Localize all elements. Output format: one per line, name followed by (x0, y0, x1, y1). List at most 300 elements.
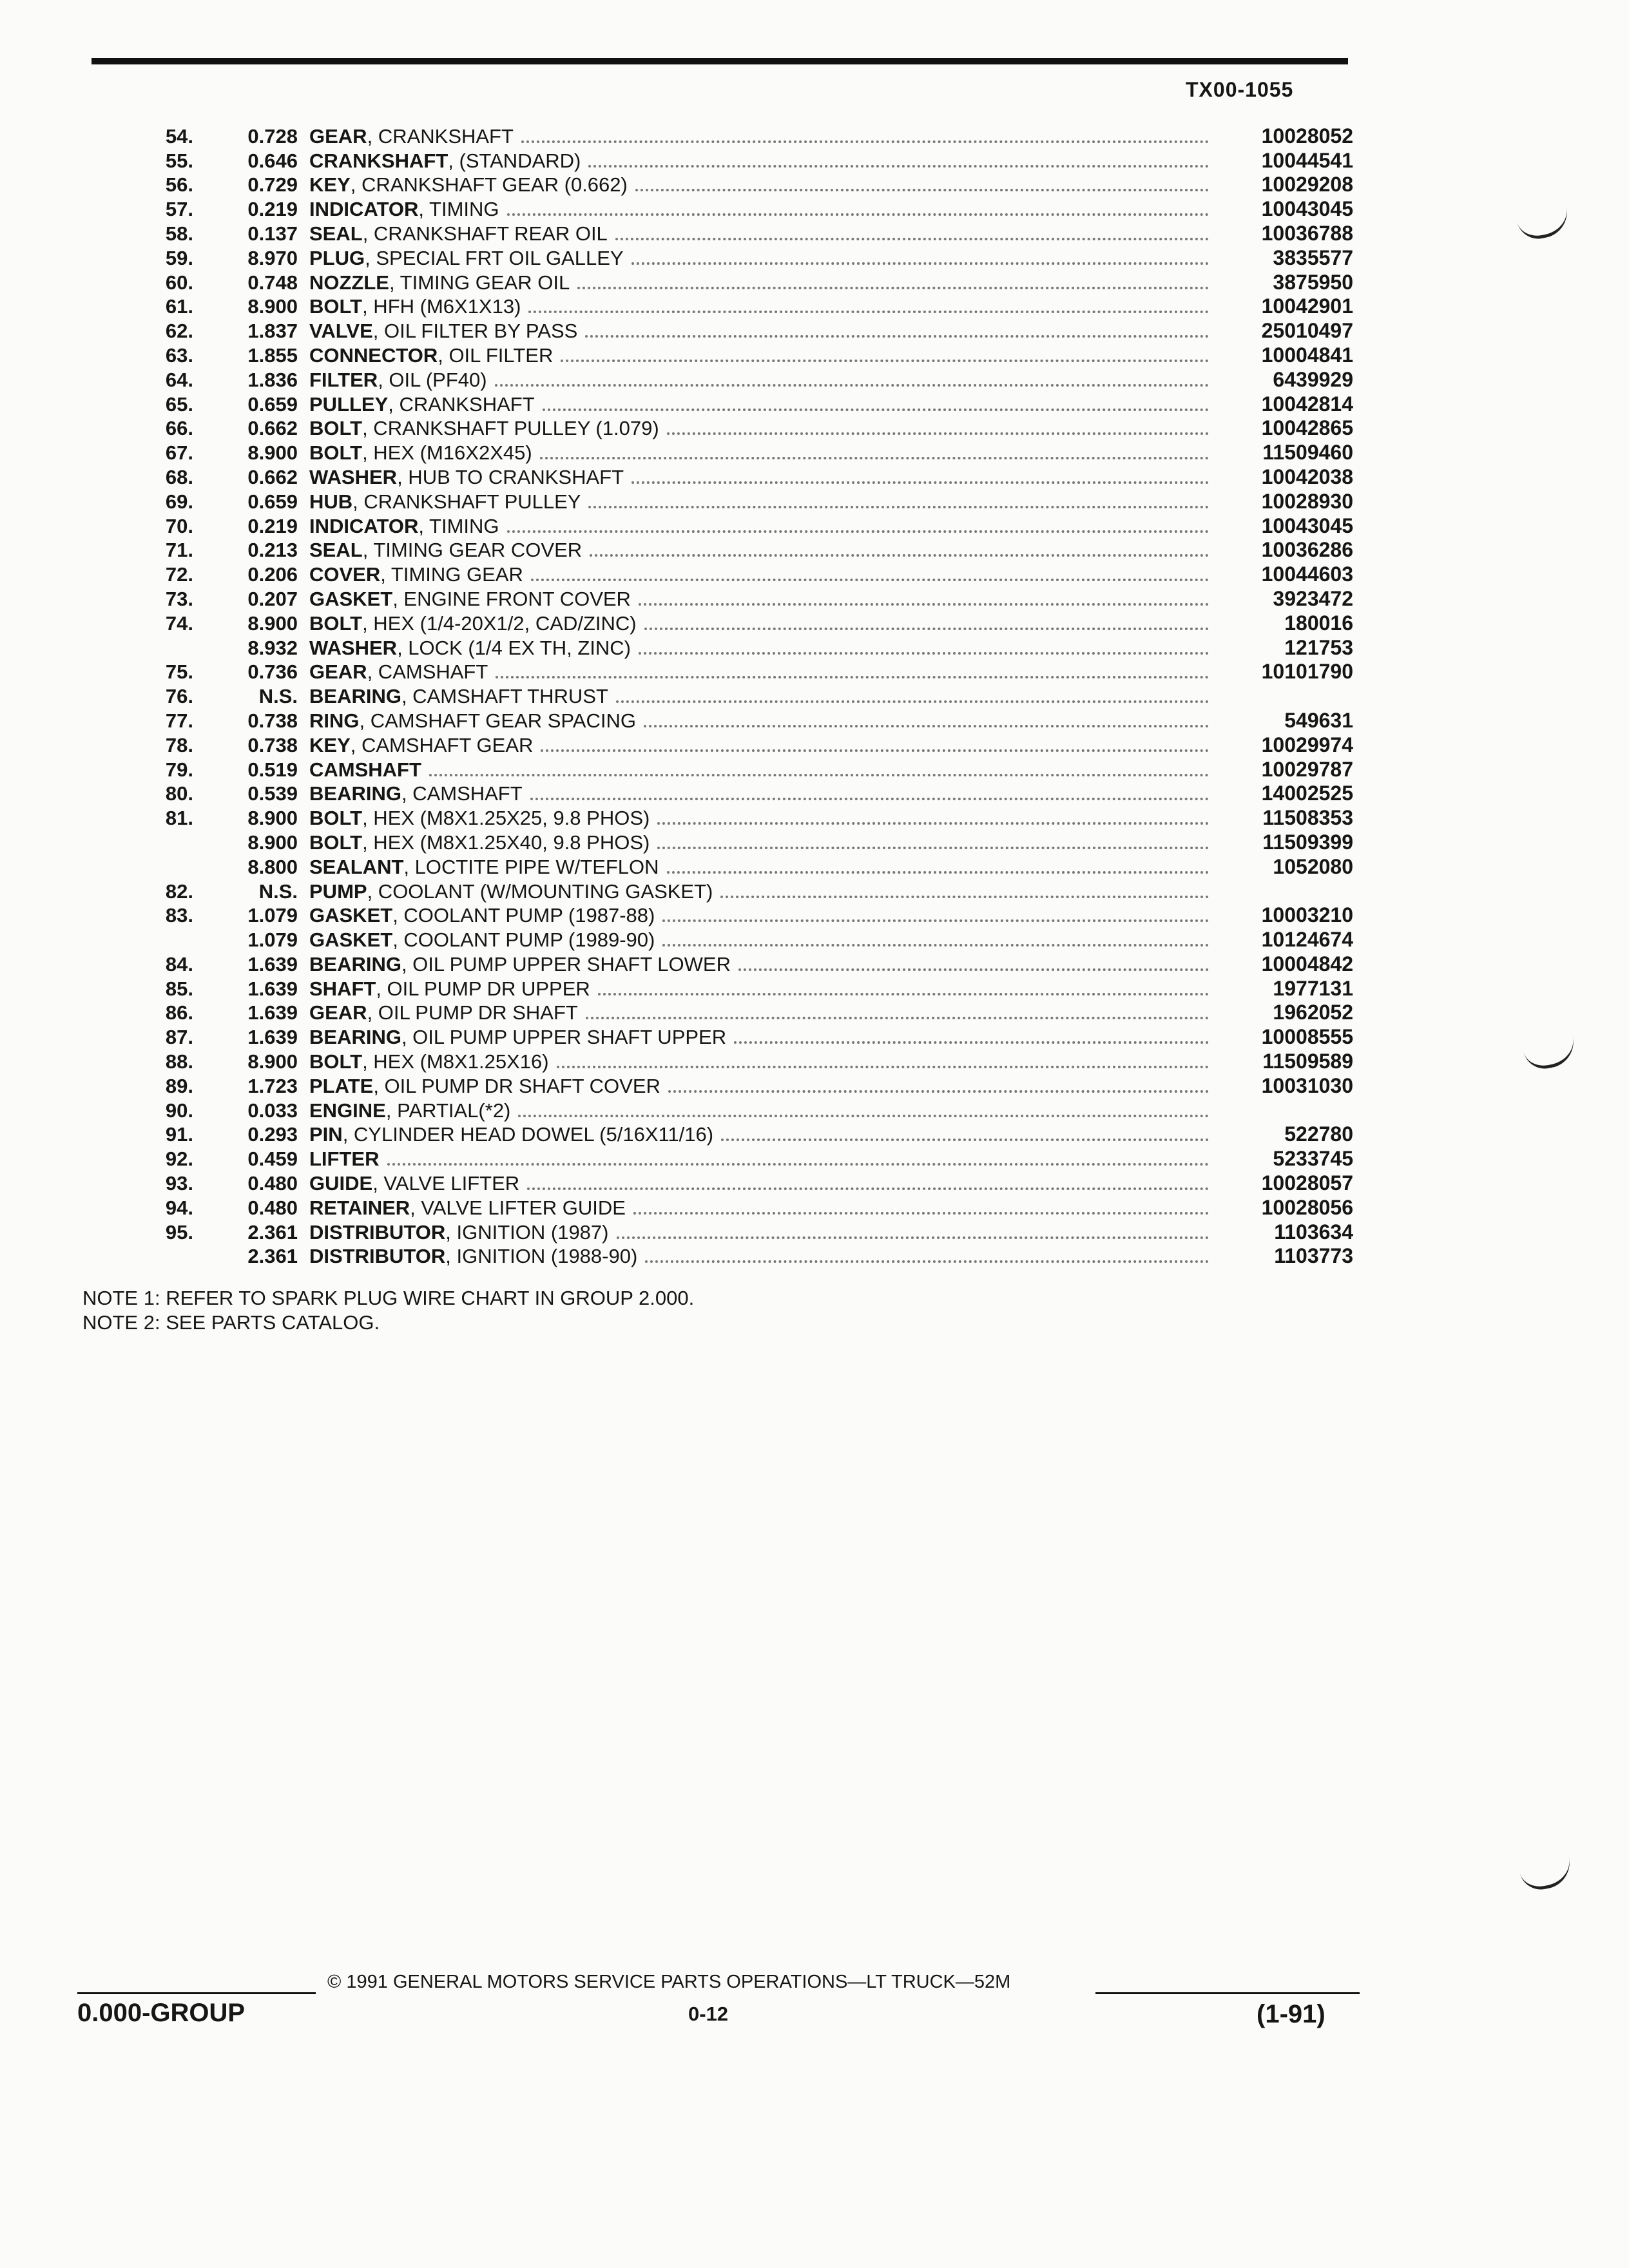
footer-rule-left (77, 1992, 316, 1994)
part-name: BOLT (309, 807, 363, 830)
group-number: 8.800 (247, 855, 298, 878)
binder-hole-mark (1519, 1857, 1575, 1894)
ref-number: 95. (165, 1220, 193, 1244)
part-row (142, 1122, 1353, 1147)
group-number: 0.137 (247, 222, 298, 245)
part-row (142, 684, 1353, 708)
dot-leader (561, 359, 1209, 362)
group-number: 0.659 (247, 392, 298, 416)
dot-leader (521, 140, 1209, 143)
part-description: , COOLANT (W/MOUNTING GASKET) (367, 879, 713, 903)
part-name: SHAFT (309, 977, 376, 1000)
ref-number: 69. (165, 490, 193, 513)
part-name: NOZZLE (309, 271, 389, 294)
part-name: RING (309, 709, 360, 732)
dot-leader (657, 846, 1209, 849)
part-name: BOLT (309, 611, 363, 635)
part-number: 1962052 (1273, 1001, 1353, 1024)
group-number: 0.748 (247, 271, 298, 294)
part-description: , TIMING (418, 198, 499, 221)
part-number: 10028052 (1261, 124, 1353, 148)
ref-number: 91. (165, 1123, 193, 1146)
ref-number: 70. (165, 514, 193, 537)
dot-leader (657, 822, 1209, 825)
group-number: 0.033 (247, 1099, 298, 1122)
ref-number: 54. (165, 124, 193, 148)
group-number: 1.723 (247, 1074, 298, 1097)
part-description: , VALVE LIFTER (372, 1172, 520, 1195)
part-name: CONNECTOR (309, 343, 438, 367)
part-name: WASHER (309, 636, 398, 659)
part-number: 6439929 (1273, 367, 1353, 391)
part-row (142, 733, 1353, 757)
group-number: 8.900 (247, 441, 298, 465)
part-number: 1103634 (1274, 1220, 1353, 1244)
ref-number: 82. (165, 879, 193, 903)
part-description: , LOCK (1/4 EX TH, ZINC) (397, 636, 631, 659)
part-row (142, 1049, 1353, 1073)
binder-hole-mark (1516, 206, 1572, 243)
group-number: 0.728 (247, 124, 298, 148)
part-row (142, 782, 1353, 806)
note-1: NOTE 1: REFER TO SPARK PLUG WIRE CHART IN GROUP 2.000. (82, 1287, 695, 1309)
parts-list (142, 124, 1353, 1268)
part-number: 10043045 (1261, 514, 1353, 537)
part-description: , SPECIAL FRT OIL GALLEY (365, 246, 624, 269)
part-name: BOLT (309, 831, 363, 854)
part-description: , OIL FILTER (438, 343, 554, 367)
dot-leader (631, 481, 1209, 484)
group-number: 0.293 (247, 1123, 298, 1146)
group-number: 0.480 (247, 1196, 298, 1219)
part-number: 10031030 (1261, 1073, 1353, 1097)
dot-leader (557, 1065, 1209, 1068)
part-name: BOLT (309, 441, 363, 465)
part-description: , CAMSHAFT (401, 782, 523, 805)
part-row (142, 294, 1353, 319)
group-number: N.S. (258, 879, 298, 903)
part-row (142, 538, 1353, 562)
dot-leader (644, 627, 1209, 630)
part-number: 1052080 (1273, 854, 1353, 878)
group-number: 0.662 (247, 417, 298, 440)
part-row (142, 173, 1353, 197)
part-number: 10044541 (1261, 148, 1353, 172)
ref-number: 76. (165, 685, 193, 708)
part-number: 549631 (1284, 708, 1353, 732)
part-description: , TIMING (418, 514, 499, 537)
dot-leader (495, 383, 1209, 387)
part-description: , CRANKSHAFT PULLEY (352, 490, 581, 513)
part-name: LIFTER (309, 1148, 380, 1171)
group-number: 0.646 (247, 149, 298, 172)
dot-leader (507, 213, 1209, 216)
ref-number: 88. (165, 1050, 193, 1073)
dot-leader (631, 262, 1209, 265)
part-name: INDICATOR (309, 514, 419, 537)
part-name: GEAR (309, 660, 367, 684)
ref-number: 64. (165, 368, 193, 391)
ref-number: 73. (165, 587, 193, 610)
part-row (142, 440, 1353, 465)
group-number: 1.639 (247, 1026, 298, 1049)
part-row (142, 1195, 1353, 1220)
part-number: 10029787 (1261, 757, 1353, 781)
part-row (142, 830, 1353, 854)
dot-leader (635, 188, 1209, 191)
part-name: GASKET (309, 904, 393, 927)
part-name: BEARING (309, 1026, 401, 1049)
part-name: COVER (309, 563, 381, 586)
part-number: 11509399 (1262, 830, 1353, 854)
part-number: 10004842 (1261, 952, 1353, 975)
part-row (142, 367, 1353, 392)
group-number: 1.079 (247, 904, 298, 927)
part-number: 10036788 (1261, 221, 1353, 245)
part-description: , TIMING GEAR (380, 563, 523, 586)
ref-number: 60. (165, 271, 193, 294)
part-description: , OIL (PF40) (378, 368, 487, 391)
footer-group: 0.000-GROUP (77, 1999, 246, 2027)
group-number: 8.900 (247, 295, 298, 318)
part-name: PLUG (309, 246, 365, 269)
part-number: 180016 (1284, 611, 1353, 635)
group-number: 0.519 (247, 758, 298, 781)
part-number: 522780 (1284, 1122, 1353, 1146)
dot-leader (541, 749, 1209, 752)
part-description: , OIL PUMP UPPER SHAFT LOWER (401, 952, 731, 975)
ref-number: 87. (165, 1026, 193, 1049)
part-number: 11509589 (1262, 1050, 1353, 1073)
part-number: 10008555 (1261, 1025, 1353, 1049)
part-name: SEAL (309, 222, 363, 245)
part-row (142, 245, 1353, 270)
group-number: 1.639 (247, 1001, 298, 1024)
part-description: , PARTIAL(*2) (385, 1099, 511, 1122)
part-row (142, 586, 1353, 611)
part-name: GASKET (309, 928, 393, 952)
part-description: , HEX (M16X2X45) (362, 441, 532, 465)
part-number: 3835577 (1273, 245, 1353, 269)
ref-number: 57. (165, 198, 193, 221)
group-number: 0.659 (247, 490, 298, 513)
ref-number: 66. (165, 417, 193, 440)
group-number: 0.729 (247, 173, 298, 197)
dot-leader (639, 651, 1209, 655)
part-description: , OIL FILTER BY PASS (372, 320, 578, 343)
ref-number: 58. (165, 222, 193, 245)
part-row (142, 197, 1353, 221)
part-description: , TIMING GEAR OIL (389, 271, 570, 294)
footer-page-number: 0-12 (688, 2003, 729, 2025)
group-number: 0.206 (247, 563, 298, 586)
part-row (142, 148, 1353, 173)
part-description: , OIL PUMP UPPER SHAFT UPPER (401, 1026, 727, 1049)
part-number: 10042901 (1261, 294, 1353, 318)
part-row (142, 854, 1353, 879)
part-name: WASHER (309, 465, 398, 488)
part-name: ENGINE (309, 1099, 386, 1122)
ref-number: 94. (165, 1196, 193, 1219)
part-description: , HEX (M8X1.25X40, 9.8 PHOS) (362, 831, 650, 854)
part-number: 11508353 (1262, 806, 1353, 830)
ref-number: 79. (165, 758, 193, 781)
dot-leader (644, 724, 1209, 727)
part-name: DISTRIBUTOR (309, 1220, 446, 1244)
part-description: , IGNITION (1987) (445, 1220, 609, 1244)
part-name: KEY (309, 733, 351, 756)
part-number: 3923472 (1273, 586, 1353, 610)
dot-leader (543, 408, 1209, 411)
group-number: 1.855 (247, 343, 298, 367)
dot-leader (645, 1260, 1209, 1263)
part-name: INDICATOR (309, 198, 419, 221)
group-number: 2.361 (247, 1245, 298, 1268)
part-description: , HFH (M6X1X13) (362, 295, 521, 318)
dot-leader (540, 456, 1209, 459)
ref-number: 55. (165, 149, 193, 172)
part-row (142, 611, 1353, 635)
dot-leader (585, 334, 1209, 338)
part-row (142, 952, 1353, 976)
ref-number: 68. (165, 465, 193, 488)
dot-leader (496, 675, 1209, 678)
part-description: , TIMING GEAR COVER (362, 539, 583, 562)
part-description: , OIL PUMP DR SHAFT COVER (373, 1074, 660, 1097)
part-description: , OIL PUMP DR UPPER (376, 977, 590, 1000)
part-number: 10029208 (1261, 173, 1353, 197)
dot-leader (734, 1041, 1209, 1044)
part-number: 10042814 (1261, 392, 1353, 416)
part-description: , COOLANT PUMP (1987-88) (392, 904, 655, 927)
ref-number: 93. (165, 1172, 193, 1195)
group-number: 2.361 (247, 1220, 298, 1244)
group-number: 8.900 (247, 1050, 298, 1073)
dot-leader (738, 968, 1209, 971)
dot-leader (530, 797, 1209, 800)
part-name: PULLEY (309, 392, 389, 416)
ref-number: 56. (165, 173, 193, 197)
group-number: 1.837 (247, 320, 298, 343)
ref-number: 75. (165, 660, 193, 684)
part-name: SEALANT (309, 855, 404, 878)
part-name: BEARING (309, 952, 401, 975)
ref-number: 84. (165, 952, 193, 975)
part-description: , CAMSHAFT GEAR (350, 733, 534, 756)
dot-leader (387, 1162, 1210, 1166)
ref-number: 81. (165, 807, 193, 830)
part-number: 10042038 (1261, 465, 1353, 488)
footer-copyright: © 1991 GENERAL MOTORS SERVICE PARTS OPERATIONS—LT TRUCK—52M (327, 1972, 1011, 1992)
part-description: , CYLINDER HEAD DOWEL (5/16X11/16) (342, 1123, 714, 1146)
part-number: 10028930 (1261, 489, 1353, 513)
group-number: 0.662 (247, 465, 298, 488)
part-name: HUB (309, 490, 353, 513)
ref-number: 92. (165, 1148, 193, 1171)
part-number: 10029974 (1261, 733, 1353, 756)
part-number: 1103773 (1274, 1244, 1353, 1268)
document-id: TX00-1055 (1186, 78, 1294, 101)
note-2: NOTE 2: SEE PARTS CATALOG. (82, 1311, 380, 1334)
dot-leader (616, 700, 1209, 703)
part-description: , IGNITION (1988-90) (445, 1245, 638, 1268)
dot-leader (507, 530, 1209, 533)
ref-number: 78. (165, 733, 193, 756)
part-name: BEARING (309, 782, 401, 805)
part-number: 10101790 (1261, 660, 1353, 684)
part-name: SEAL (309, 539, 363, 562)
part-number: 10036286 (1261, 538, 1353, 562)
dot-leader (598, 992, 1209, 995)
part-name: RETAINER (309, 1196, 410, 1219)
top-rule (92, 58, 1348, 64)
ref-number: 72. (165, 563, 193, 586)
ref-number: 85. (165, 977, 193, 1000)
part-row (142, 489, 1353, 514)
part-name: PLATE (309, 1074, 374, 1097)
group-number: N.S. (258, 685, 298, 708)
footer-rule-right (1095, 1992, 1360, 1994)
part-row (142, 976, 1353, 1001)
group-number: 8.900 (247, 831, 298, 854)
part-number: 11509460 (1262, 441, 1353, 465)
ref-number: 67. (165, 441, 193, 465)
part-name: BEARING (309, 685, 401, 708)
part-name: BOLT (309, 295, 363, 318)
part-number: 10043045 (1261, 197, 1353, 221)
ref-number: 86. (165, 1001, 193, 1024)
part-name: GUIDE (309, 1172, 373, 1195)
part-description: , VALVE LIFTER GUIDE (410, 1196, 626, 1219)
part-row (142, 221, 1353, 245)
part-description: , CRANKSHAFT GEAR (0.662) (350, 173, 628, 197)
part-row (142, 805, 1353, 830)
dot-leader (429, 773, 1209, 776)
dot-leader (586, 1016, 1209, 1019)
part-row (142, 270, 1353, 294)
part-description: , LOCTITE PIPE W/TEFLON (403, 855, 659, 878)
part-description: , CAMSHAFT GEAR SPACING (359, 709, 636, 732)
part-description: , HUB TO CRANKSHAFT (397, 465, 624, 488)
binder-hole-mark (1523, 1036, 1579, 1073)
part-description: , HEX (M8X1.25X25, 9.8 PHOS) (362, 807, 650, 830)
group-number: 0.219 (247, 198, 298, 221)
part-number: 10042865 (1261, 416, 1353, 440)
part-number: 121753 (1284, 635, 1353, 659)
part-row (142, 416, 1353, 441)
ref-number: 61. (165, 295, 193, 318)
group-number: 1.836 (247, 368, 298, 391)
group-number: 1.639 (247, 977, 298, 1000)
part-row (142, 1001, 1353, 1025)
part-row (142, 1073, 1353, 1098)
group-number: 0.738 (247, 709, 298, 732)
part-number: 14002525 (1261, 782, 1353, 805)
group-number: 1.639 (247, 952, 298, 975)
ref-number: 74. (165, 611, 193, 635)
part-name: PUMP (309, 879, 367, 903)
part-description: , CAMSHAFT (367, 660, 488, 684)
part-row (142, 392, 1353, 416)
part-row (142, 1171, 1353, 1195)
part-name: CRANKSHAFT (309, 149, 448, 172)
ref-number: 90. (165, 1099, 193, 1122)
part-description: , HEX (1/4-20X1/2, CAD/ZINC) (362, 611, 637, 635)
part-row (142, 318, 1353, 343)
part-description: , CRANKSHAFT PULLEY (1.079) (362, 417, 659, 440)
part-number: 5233745 (1273, 1147, 1353, 1171)
part-number: 10028057 (1261, 1171, 1353, 1195)
group-number: 8.932 (247, 636, 298, 659)
part-name: BOLT (309, 417, 363, 440)
group-number: 8.900 (247, 611, 298, 635)
part-name: BOLT (309, 1050, 363, 1073)
dot-leader (720, 895, 1209, 898)
part-name: GASKET (309, 587, 393, 610)
dot-leader (577, 286, 1209, 289)
dot-leader (721, 1138, 1209, 1141)
part-name: PIN (309, 1123, 343, 1146)
part-row (142, 757, 1353, 782)
part-row (142, 465, 1353, 489)
part-name: VALVE (309, 320, 373, 343)
part-number: 3875950 (1273, 270, 1353, 294)
dot-leader (668, 1090, 1209, 1093)
dot-leader (667, 870, 1209, 874)
part-description: , HEX (M8X1.25X16) (362, 1050, 549, 1073)
dot-leader (588, 505, 1209, 508)
part-row (142, 1244, 1353, 1269)
dot-leader (527, 1187, 1209, 1190)
part-name: GEAR (309, 124, 367, 148)
dot-leader (588, 164, 1209, 168)
part-row (142, 635, 1353, 660)
dot-leader (662, 943, 1209, 947)
group-number: 0.213 (247, 539, 298, 562)
ref-number: 63. (165, 343, 193, 367)
part-number: 10028056 (1261, 1195, 1353, 1219)
ref-number: 89. (165, 1074, 193, 1097)
dot-leader (518, 1114, 1209, 1117)
part-name: CAMSHAFT (309, 758, 421, 781)
part-description: , CAMSHAFT THRUST (401, 685, 608, 708)
part-name: KEY (309, 173, 351, 197)
dot-leader (662, 919, 1209, 922)
dot-leader (590, 553, 1209, 557)
part-row (142, 903, 1353, 928)
dot-leader (528, 310, 1209, 313)
part-row (142, 1146, 1353, 1171)
dot-leader (617, 1236, 1210, 1239)
group-number: 0.219 (247, 514, 298, 537)
part-row (142, 514, 1353, 538)
part-description: , ENGINE FRONT COVER (392, 587, 631, 610)
dot-leader (615, 237, 1209, 240)
group-number: 0.736 (247, 660, 298, 684)
group-number: 1.079 (247, 928, 298, 952)
ref-number: 71. (165, 539, 193, 562)
part-name: FILTER (309, 368, 378, 391)
dot-leader (531, 578, 1209, 581)
part-row (142, 1098, 1353, 1122)
part-number: 25010497 (1261, 319, 1353, 343)
part-row (142, 660, 1353, 684)
page-footer (77, 1972, 1353, 2062)
group-number: 0.480 (247, 1172, 298, 1195)
group-number: 8.970 (247, 246, 298, 269)
part-number: 10124674 (1261, 928, 1353, 952)
part-row (142, 343, 1353, 367)
